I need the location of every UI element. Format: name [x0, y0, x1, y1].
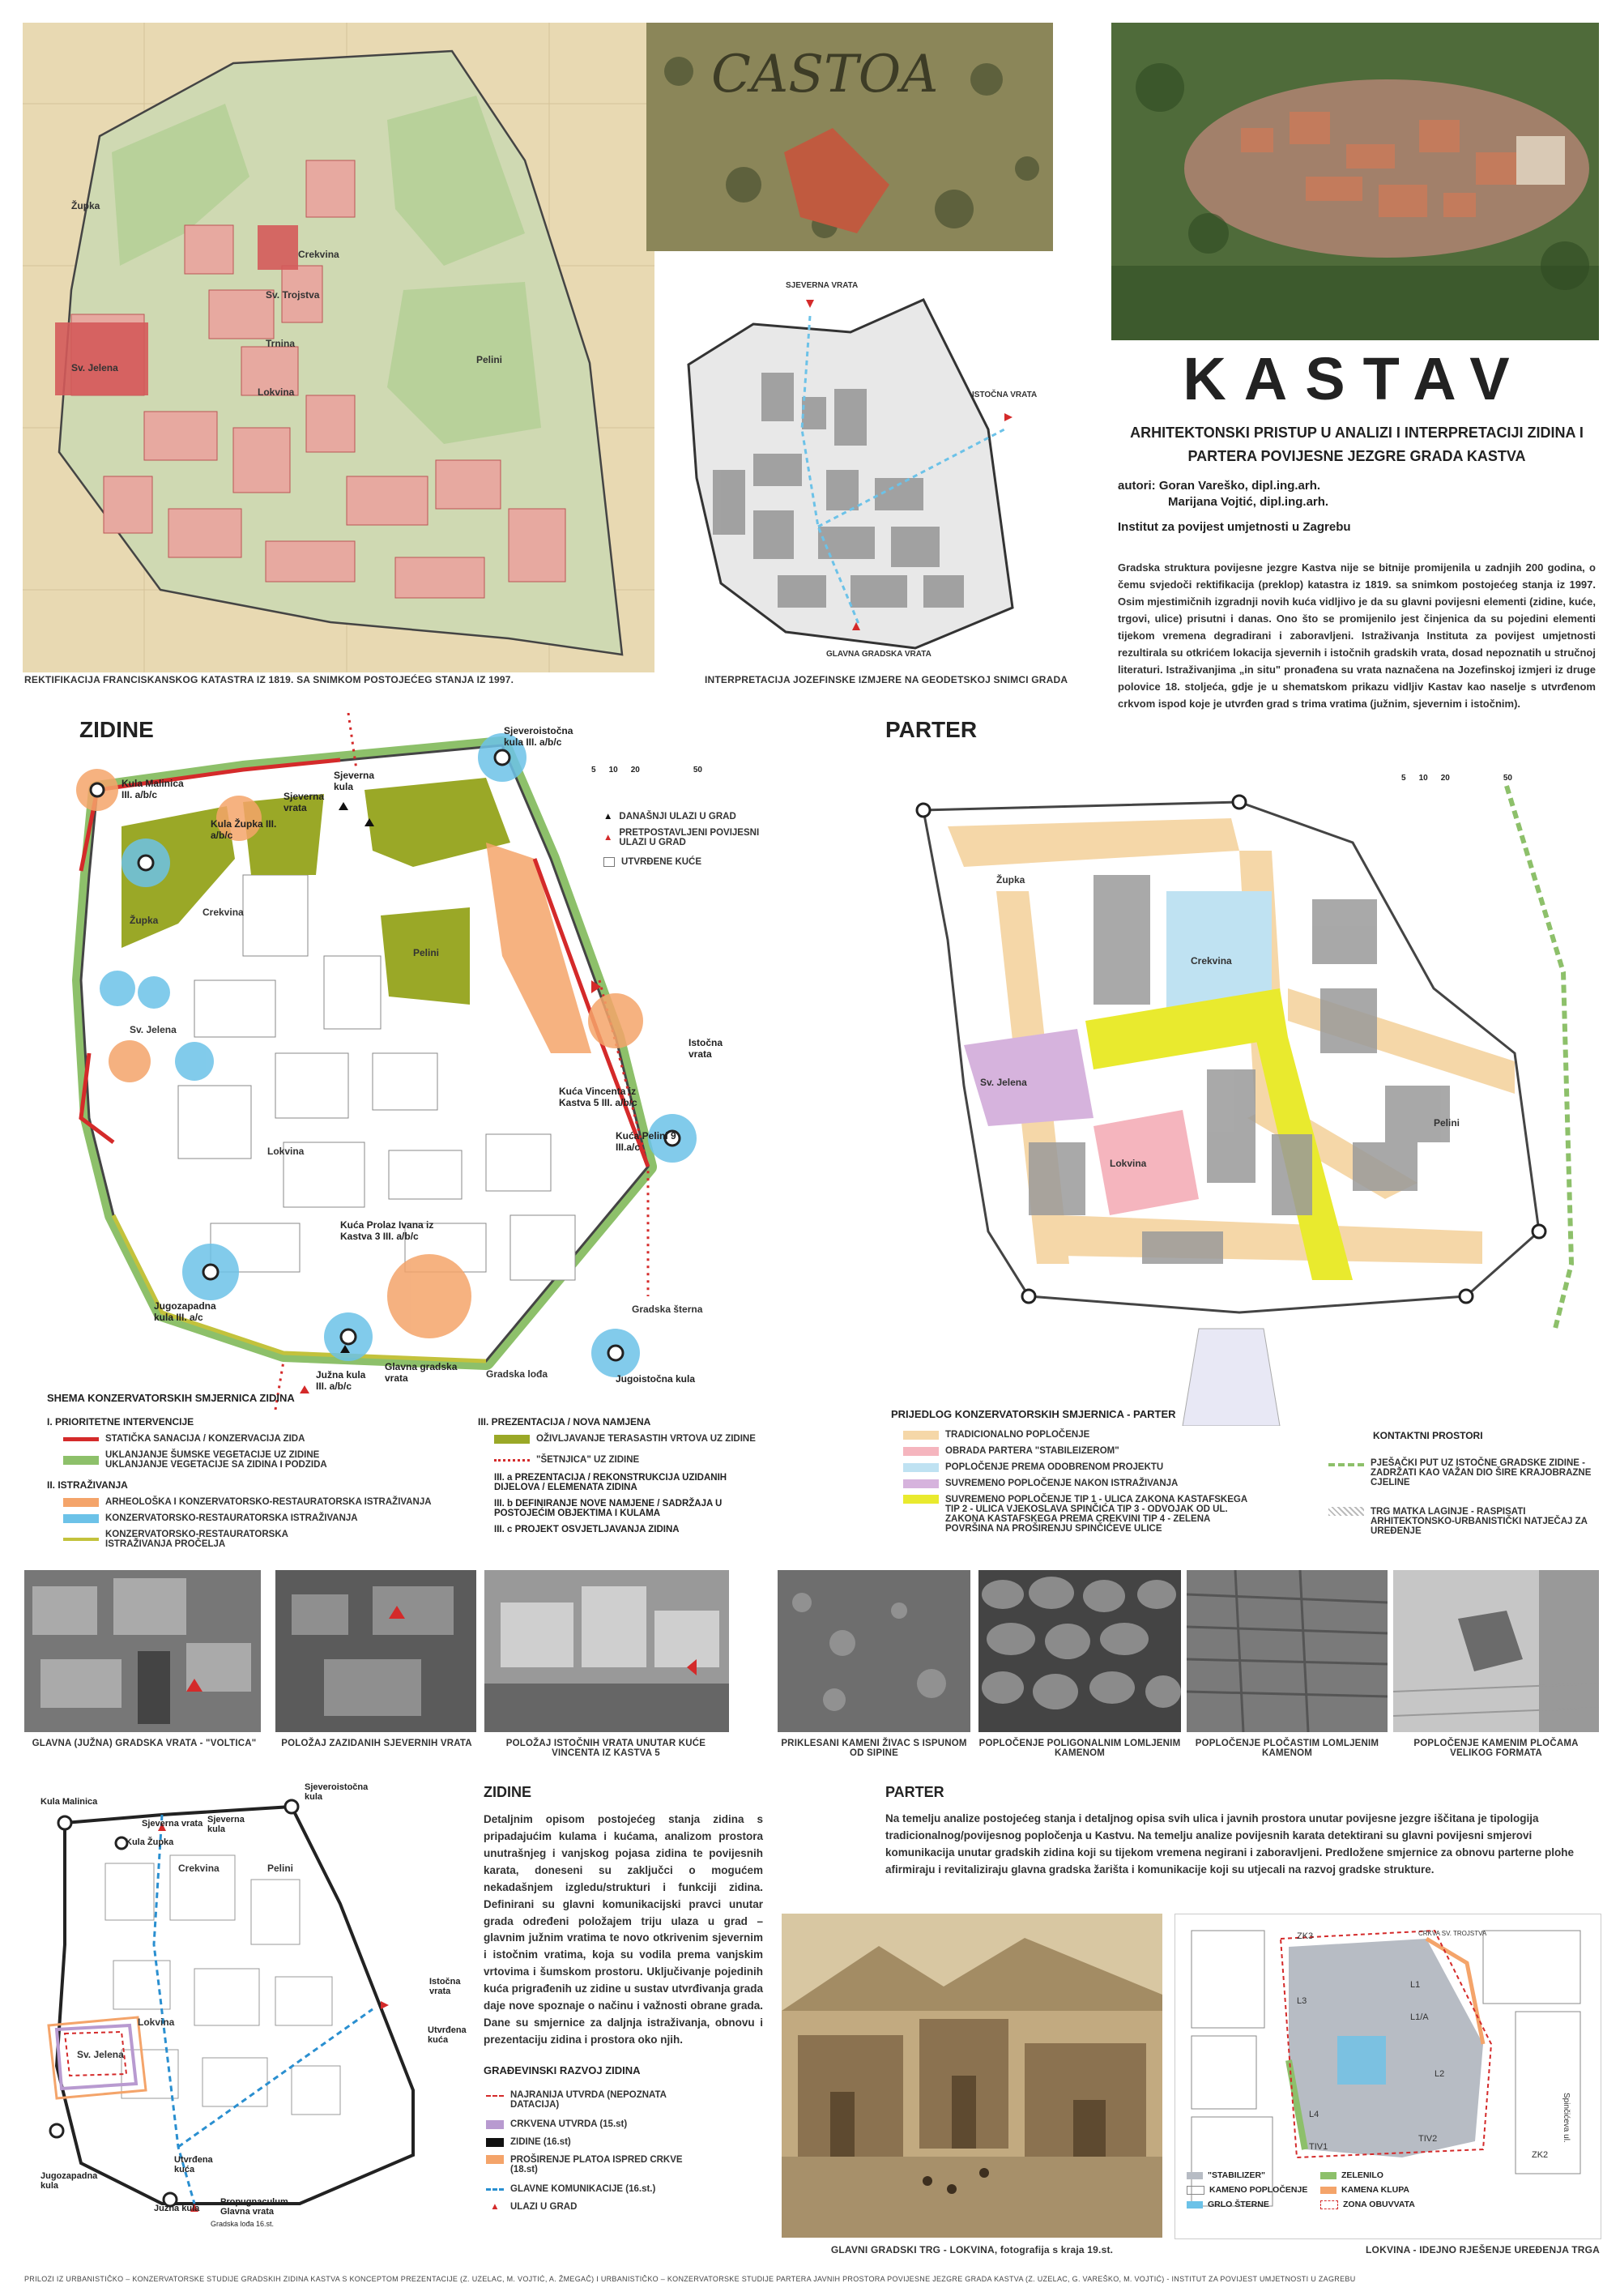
- grad-legend-4: [486, 2184, 655, 2194]
- photo-polygonal: [978, 1570, 1181, 1732]
- zid-legend-I-1: [63, 1450, 355, 1470]
- svg-text:Lokvina: Lokvina: [258, 386, 295, 398]
- plan-legend-3-label: KAMENA KLUPA: [1341, 2185, 1409, 2195]
- plan-legend-1-label: ZELENILO: [1341, 2170, 1383, 2180]
- svg-text:Sv. Trojstva: Sv. Trojstva: [266, 289, 320, 301]
- par-label-pelini: Pelini: [1434, 1117, 1460, 1129]
- photo-caption-3: PRIKLESANI KAMENI ŽIVAC S ISPUNOM OD SIPINE: [781, 1739, 967, 1758]
- zid-legend-III-0-label: OŽIVLJAVANJE TERASASTIH VRTOVA UZ ZIDINE: [536, 1434, 756, 1444]
- plan-label-church: CRKVA SV. TROJSTVA: [1418, 1930, 1487, 1937]
- plan-label-tiv1: TIV1: [1309, 2142, 1328, 2152]
- zid-legend-II-title: II. ISTRAŽIVANJA: [47, 1479, 128, 1491]
- dev-juzna-kula: Južna kula: [154, 2204, 200, 2213]
- zid-legend-II-2-label: KONZERVATORSKO-RESTAURATORSKA ISTRAŽIVANJA PROČELJA: [105, 1530, 288, 1549]
- jozef-label-north: SJEVERNA VRATA: [786, 281, 859, 290]
- author-1: Goran Vareško, dipl.ing.arh.: [1158, 479, 1321, 493]
- zid-istocna-vrata: Istočna vrata: [688, 1037, 723, 1060]
- par-legend-right-1-label: TRG MATKA LAGINJE - RASPISATI ARHITEKTONSKO-URBANISTIČKI NATJEČAJ ZA UREĐENJE: [1371, 1507, 1588, 1536]
- zid-legend-I-1-label: UKLANJANJE ŠUMSKE VEGETACIJE UZ ZIDINE UKLANJANJE VEGETACIJE SA ZIDINA I PODZIDA: [105, 1450, 327, 1470]
- zid-legend-III-0: [494, 1434, 756, 1444]
- bottom-parter-heading: PARTER: [885, 1784, 944, 1800]
- par-legend-2-label: POPLOČENJE PREMA ODOBRENOM PROJEKTU: [945, 1462, 1164, 1472]
- zid-kuca-prolaz: Kuća Prolaz Ivana iz Kastva 3 III. a/b/c: [340, 1219, 434, 1242]
- grad-legend-5: ▲ ULAZI U GRAD: [490, 2202, 578, 2212]
- zid-legend-assumed-label: PRETPOSTAVLJENI POVIJESNI ULAZI U GRAD: [619, 828, 760, 847]
- zid-scale-3: 20: [630, 766, 640, 775]
- grad-legend-2: [486, 2137, 571, 2147]
- plan-label-zk3: ZK3: [1297, 1931, 1314, 1941]
- par-legend-3: [903, 1479, 1178, 1488]
- jozef-label-main: GLAVNA GRADSKA VRATA: [826, 650, 932, 659]
- photo-caption-5: POPLOČENJE PLOČASTIM LOMLJENIM KAMENOM: [1195, 1739, 1379, 1758]
- par-label-svjelena: Sv. Jelena: [980, 1077, 1027, 1088]
- par-legend-1-label: OBRADA PARTERA "STABILEIZEROM": [945, 1446, 1119, 1456]
- dev-sjeveroistocna: Sjeveroistočna kula: [305, 1782, 369, 1802]
- dev-label-crekvina: Crekvina: [178, 1863, 220, 1874]
- par-legend-right-title: KONTAKTNI PROSTORI: [1373, 1430, 1483, 1441]
- subtitle: ARHITEKTONSKI PRISTUP U ANALIZI I INTERPRETACIJI ZIDINA I PARTERA POVIJESNE JEZGRE GRADA KASTVA: [1130, 425, 1584, 464]
- zid-legend-assumed: ▲ PRETPOSTAVLJENI POVIJESNI ULAZI U GRAD: [603, 828, 765, 847]
- dev-istocna-vrata: Istočna vrata: [429, 1977, 461, 1996]
- zid-sjeverna-vrata: Sjeverna vrata: [284, 791, 325, 813]
- dev-kula-malinica: Kula Malinica: [40, 1797, 98, 1807]
- plan-label-l2: L2: [1435, 2069, 1445, 2079]
- photo-caption-2: POLOŽAJ ISTOČNIH VRATA UNUTAR KUĆE VINCENTA IZ KASTVA 5: [505, 1739, 706, 1758]
- cadastre-map: [23, 23, 654, 672]
- institute: Institut za povijest umjetnosti u Zagrebu: [1118, 520, 1351, 534]
- historic-photo-caption: GLAVNI GRADSKI TRG - LOKVINA, fotografija s kraja 19.st.: [830, 2244, 1114, 2255]
- dev-propugnaculum: Propugnaculum Glavna vrata: [220, 2197, 288, 2217]
- zid-sjeverna-kula: Sjeverna kula: [334, 770, 375, 792]
- par-legend-4: [903, 1495, 1251, 1534]
- dev-sjeverna-vrata: Sjeverna vrata: [142, 1819, 203, 1829]
- par-legend-right-1: [1328, 1507, 1596, 1536]
- caption-cadastre: REKTIFIKACIJA FRANCISKANSKOG KATASTRA IZ 1819. SA SNIMKOM POSTOJEĆEG STANJA IZ 1997.: [24, 674, 514, 685]
- dev-sjeverna-kula: Sjeverna kula: [207, 1815, 245, 1834]
- svg-text:Pelini: Pelini: [476, 354, 503, 365]
- zid-kula-zudika: Kula Župka III. a/b/c: [211, 818, 277, 841]
- par-legend-right-0: [1328, 1458, 1596, 1487]
- plan-legend-4: [1187, 2200, 1320, 2209]
- jozef-label-east: ISTOČNA VRATA: [972, 390, 1038, 399]
- zid-legend-current: ▲ DANAŠNJI ULAZI U GRAD: [603, 812, 736, 822]
- lokvina-plan: [1174, 1914, 1601, 2239]
- jozefinska-map: [664, 267, 1045, 672]
- plan-label-street: Spinčićeva ul.: [1562, 2093, 1571, 2143]
- plan-legend-5-label: ZONA OBUVVATA: [1343, 2200, 1415, 2209]
- zid-scale: [591, 766, 702, 775]
- par-label-crekvina: Crekvina: [1191, 955, 1232, 967]
- bottom-parter-text: Na temelju analize postojećeg stanja i detaljnog opisa svih ulica i javnih prostora unutar povijesne jezgre iščitana je tipologija tradicionalnog/povijesnog popločenja u Kastvu. Na temelju analize povijesnih karata detektirani su glavni povijesni smjerovi komunikacija unutar gradskih zidina koji su tijekom vremena negirani i zaboravljeni. Predložene smjernice za obnovu parterne plohe afirmiraju i revitaliziraju glavna gradska žarišta i komunikacije koji su utjecali na razvoj gradske strukture.: [885, 1812, 1574, 1876]
- zid-legend-I-0-label: STATIČKA SANACIJA / KONZERVACIJA ZIDA: [105, 1434, 305, 1444]
- plan-label-l4: L4: [1309, 2110, 1319, 2119]
- grad-legend-3: [486, 2155, 697, 2174]
- zid-label-zudika: Župka: [130, 915, 159, 926]
- zid-label-sterna: Gradska šterna: [632, 1304, 703, 1315]
- zid-jugoistocna: Jugoistočna kula: [616, 1373, 696, 1385]
- photo-stone-zivac: [778, 1570, 970, 1732]
- zid-legend-houses: [603, 857, 701, 867]
- par-legend-0-label: TRADICIONALNO POPLOČENJE: [945, 1430, 1090, 1440]
- plan-legend-0-label: "STABILIZER": [1208, 2170, 1266, 2180]
- zid-legend-III-1: [494, 1455, 639, 1465]
- photo-large-slabs: [1393, 1570, 1599, 1732]
- svg-text:Župka: Župka: [71, 200, 100, 211]
- zid-glavna-vrata: Glavna gradska vrata: [385, 1361, 458, 1384]
- par-legend-2: [903, 1462, 1163, 1472]
- par-scale: [1401, 774, 1512, 783]
- zid-kula-malinica: Kula Malinica III. a/b/c: [122, 778, 184, 800]
- zid-scale-2: 10: [608, 766, 618, 775]
- par-scale-3: 20: [1440, 774, 1450, 783]
- parter-heading: PARTER: [885, 717, 978, 742]
- parter-map: [899, 778, 1588, 1426]
- par-legend-1: [903, 1446, 1119, 1456]
- par-label-zudika: Župka: [996, 874, 1025, 886]
- authors: [1118, 478, 1596, 511]
- zid-legend-III-3: III. b DEFINIRANJE NOVE NAMJENE / SADRŽAJA U POSTOJEĆIM OBJEKTIMA I KULAMA: [494, 1499, 723, 1518]
- title: KASTAV: [1183, 345, 1528, 412]
- svg-text:Sv. Jelena: Sv. Jelena: [71, 362, 118, 373]
- plan-label-tiv2: TIV2: [1418, 2134, 1438, 2144]
- grad-legend-3-label: PROŠIRENJE PLATOA ISPRED CRKVE (18.st): [510, 2155, 683, 2174]
- zid-scale-1: 5: [591, 766, 596, 775]
- zid-legend-current-label: DANAŠNJI ULAZI U GRAD: [619, 812, 736, 822]
- plan-legend-4-label: GRLO ŠTERNE: [1208, 2200, 1269, 2209]
- par-legend-title: PRIJEDLOG KONZERVATORSKIH SMJERNICA - PARTER: [891, 1408, 1176, 1420]
- plan-label-l1: L1: [1410, 1980, 1421, 1990]
- dev-utvrdena-kuca-2: Utvrđena kuća: [174, 2155, 213, 2174]
- dev-lodja: Gradska lođa 16.st.: [211, 2220, 275, 2228]
- lokvina-plan-caption: LOKVINA - IDEJNO RJEŠENJE UREĐENJA TRGA: [1366, 2244, 1600, 2255]
- zid-legend-houses-label: UTVRĐENE KUĆE: [621, 857, 702, 867]
- zid-schema-title: SHEMA KONZERVATORSKIH SMJERNICA ZIDINA: [47, 1392, 295, 1404]
- zid-legend-II-0: [63, 1497, 432, 1507]
- photo-caption-6: POPLOČENJE KAMENIM PLOČAMA VELIKOG FORMATA: [1413, 1739, 1579, 1758]
- photo-east-gate: [484, 1570, 729, 1732]
- par-legend-3-label: SUVREMENO POPLOČENJE NAKON ISTRAŽIVANJA: [945, 1479, 1179, 1488]
- zid-legend-III-title: III. PREZENTACIJA / NOVA NAMJENA: [478, 1416, 651, 1428]
- authors-label: autori:: [1118, 479, 1156, 493]
- zidine-heading: ZIDINE: [79, 717, 154, 742]
- grad-legend-0: [486, 2090, 697, 2110]
- plan-legend-1: [1320, 2170, 1454, 2180]
- dev-label-pelini: Pelini: [267, 1863, 294, 1874]
- zid-label-lodja: Gradska lođa: [486, 1368, 548, 1380]
- zid-legend-II-0-label: ARHEOLOŠKA I KONZERVATORSKO-RESTAURATORSKA ISTRAŽIVANJA: [105, 1497, 432, 1507]
- zid-legend-II-2: [63, 1530, 330, 1549]
- grad-legend-4-label: GLAVNE KOMUNIKACIJE (16.st.): [510, 2184, 656, 2194]
- zid-label-crekvina: Crekvina: [202, 907, 244, 918]
- zid-jugozapadna: Jugozapadna kula III. a/c: [154, 1300, 216, 1323]
- photo-voltica: [24, 1570, 261, 1732]
- zid-kuca-vincenta: Kuća Vincenta iz Kastva 5 III. a/b/c: [559, 1086, 637, 1108]
- zid-legend-II-1-label: KONZERVATORSKO-RESTAURATORSKA ISTRAŽIVANJA: [105, 1513, 358, 1523]
- old-map-lettering: CASTOA: [711, 45, 939, 105]
- photo-north-gate: [275, 1570, 476, 1732]
- zid-legend-II-1: [63, 1513, 358, 1523]
- zid-juzna-kula: Južna kula III. a/b/c: [316, 1369, 366, 1392]
- development-map: [32, 1782, 470, 2236]
- zid-legend-I-title: I. PRIORITETNE INTERVENCIJE: [47, 1416, 194, 1428]
- zid-label-svjelena: Sv. Jelena: [130, 1024, 177, 1035]
- footer-note: PRILOZI IZ URBANISTIČKO – KONZERVATORSKE STUDIJE GRADSKIH ZIDINA KASTVA S KONCEPTOM PREZENTACIJE (Z. UZELAC, M. VOJTIĆ, A. ŽMEGAČ) I URBANISTIČKO – KONZERVATORSKE STUDIJE PARTERA JAVNIH PROSTORA POVIJESNE JEZGRE GRADA KASTVA (Z. UZELAC, G. VAREŠKO, M. VOJTIĆ) - INSTITUT ZA POVIJEST UMJETNOSTI U ZAGREBU: [24, 2275, 1356, 2283]
- plan-label-zk2: ZK2: [1532, 2150, 1549, 2160]
- zid-legend-III-1-label: "ŠETNJICA" UZ ZIDINE: [536, 1455, 640, 1465]
- dev-utvrdena-kuca: Utvrđena kuća: [428, 2025, 467, 2045]
- historic-square-photo: [782, 1914, 1162, 2238]
- bottom-zidine-heading: ZIDINE: [484, 1784, 532, 1800]
- par-legend-0: [903, 1430, 1089, 1440]
- zid-kuca-pelini: Kuća Pelini 9 III.a/c: [616, 1130, 676, 1153]
- grad-title: GRAĐEVINSKI RAZVOJ ZIDINA: [484, 2064, 641, 2076]
- plan-legend-3: [1320, 2185, 1454, 2195]
- par-scale-2: 10: [1418, 774, 1428, 783]
- dev-kula-zudika: Kula Župka: [126, 1837, 174, 1847]
- grad-legend-1-label: CRKVENA UTVRDA (15.st): [510, 2119, 628, 2129]
- plan-legend-0: [1187, 2170, 1320, 2180]
- photo-caption-4: POPLOČENJE POLIGONALNIM LOMLJENIM KAMENOM: [978, 1739, 1181, 1758]
- dev-jugozapadna: Jugozapadna kula: [40, 2171, 98, 2191]
- zid-legend-I-0: [63, 1434, 305, 1444]
- plan-legend: [1187, 2170, 1454, 2209]
- zid-legend-III-2: III. a PREZENTACIJA / REKONSTRUKCIJA UZIDANIH DIJELOVA / ELEMENATA ZIDINA: [494, 1473, 727, 1492]
- dev-label-svjelena: Sv. Jelena: [77, 2049, 124, 2060]
- zid-legend-III-4: III. c PROJEKT OSVJETLJAVANJA ZIDINA: [494, 1525, 680, 1534]
- svg-text:Trnina: Trnina: [266, 338, 296, 349]
- plan-label-l1a: L1/A: [1410, 2012, 1429, 2022]
- bottom-zidine-text: Detaljnim opisom postojećeg stanja zidina s pripadajućim kulama i kućama, analizom prostora unutrašnjeg i vanjskog pojasa zidina te povijesnih karata, doneseni su zaključci o mogućem nekadašnjem izgledu/strukturi i funkciji zidina. Definirani su glavni komunikacijski pravci unutar grada određeni položajem triju ulaza u grad – glavnim južnim vratima te novo otkrivenim sjevernim i istočnim vratima, koja su vodila prema vanjskim vrtovima i šumskom prostoru. Uključivanje pojedinih kuća prigrađenih uz zidine u sustav utvrđivanja grada daje nove spoznaje o načinu i važnosti obrane grada. Dane su smjernice za daljnja istraživanja, obnovu i prezentaciju zidina i prostora oko njih.: [484, 1813, 763, 2046]
- old-map-photo: [646, 23, 1053, 251]
- caption-jozefinska: INTERPRETACIJA JOZEFINSKE IZMJERE NA GEODETSKOJ SNIMCI GRADA: [705, 674, 1068, 685]
- svg-text:Crekvina: Crekvina: [298, 249, 339, 260]
- plan-legend-2-label: KAMENO POPLOČENJE: [1209, 2185, 1308, 2195]
- photo-caption-1: POLOŽAJ ZAZIDANIH SJEVERNIH VRATA: [281, 1739, 472, 1748]
- intro-text: Gradska struktura povijesne jezgre Kastva nije se bitnije promijenila u zadnjih 200 godina, o čemu svjedoči rektifikacija (preklop) katastra iz 1819. sa snimkom postojećeg stanja iz 1997. Osim mjestimičnih izgradnji novih kuća vidljivo je da su glavni povijesni elementi (zidine, kuće, trgovi, ulice) prisutni i danas. Ono što se promijenilo jest činjenica da su pojedini elementi tijekom vremena degradirani i zaboravljeni. Istraživanja Instituta za povijest umjetnosti rezultirala su otkrićem lokacija sjevernih i istočnih gradskih vrata, dosad nepoznatih u stručnoj literaturi. Istraživanjima „in situ" pronađena su vrata naznačena na Jozefinskoj izmjeri iz druge polovice 18. stoljeća, gdje je u shematskom prikazu vidljiv Kastav kao naselje s utvrđenom crkvom ispod koje je utvrđen grad s trima vratima (južnim, sjevernim i istočnim).: [1118, 561, 1596, 711]
- zid-label-pelini: Pelini: [413, 947, 440, 958]
- par-legend-right-0-label: PJEŠAČKI PUT UZ ISTOČNE GRADSKE ZIDINE - ZADRŽATI KAO VAŽAN DIO ŠIRE KRAJOBRAZNE CJELINE: [1371, 1458, 1592, 1487]
- photo-plocasti: [1187, 1570, 1388, 1732]
- aerial-photo: [1111, 23, 1599, 340]
- par-label-lokvina: Lokvina: [1110, 1158, 1147, 1169]
- grad-legend-0-label: NAJRANIJA UTVRDA (NEPOZNATA DATACIJA): [510, 2090, 667, 2110]
- dev-label-lokvina: Lokvina: [138, 2016, 175, 2028]
- par-scale-1: 5: [1401, 774, 1406, 783]
- par-scale-4: 50: [1503, 774, 1512, 783]
- zid-sjeveroistocna: Sjeveroistočna kula III. a/b/c: [504, 725, 573, 748]
- grad-legend-1: [486, 2119, 627, 2129]
- par-legend-4-label: SUVREMENO POPLOČENJE TIP 1 - ULICA ZAKONA KASTAFSKEGA TIP 2 - ULICA VJEKOSLAVA SPINČIĆA TIP 3 - ODVOJAK OD UL. ZAKONA KASTAFSKEGA PREMA CREKVINI TIP 4 - ZELENA POVRŠINA NA PROŠIRENJU SPINČIĆEVE ULICE: [945, 1495, 1247, 1534]
- grad-legend-5-label: ULAZI U GRAD: [510, 2202, 578, 2212]
- plan-legend-2: [1187, 2185, 1320, 2195]
- photo-caption-0: GLAVNA (JUŽNA) GRADSKA VRATA - "VOLTICA": [32, 1739, 257, 1748]
- zid-scale-4: 50: [693, 766, 702, 775]
- plan-legend-5: [1320, 2200, 1454, 2209]
- grad-legend-2-label: ZIDINE (16.st): [510, 2137, 571, 2147]
- zid-label-lokvina: Lokvina: [267, 1146, 305, 1157]
- author-2: Marijana Vojtić, dipl.ing.arh.: [1168, 495, 1329, 510]
- plan-label-l3: L3: [1297, 1996, 1307, 2006]
